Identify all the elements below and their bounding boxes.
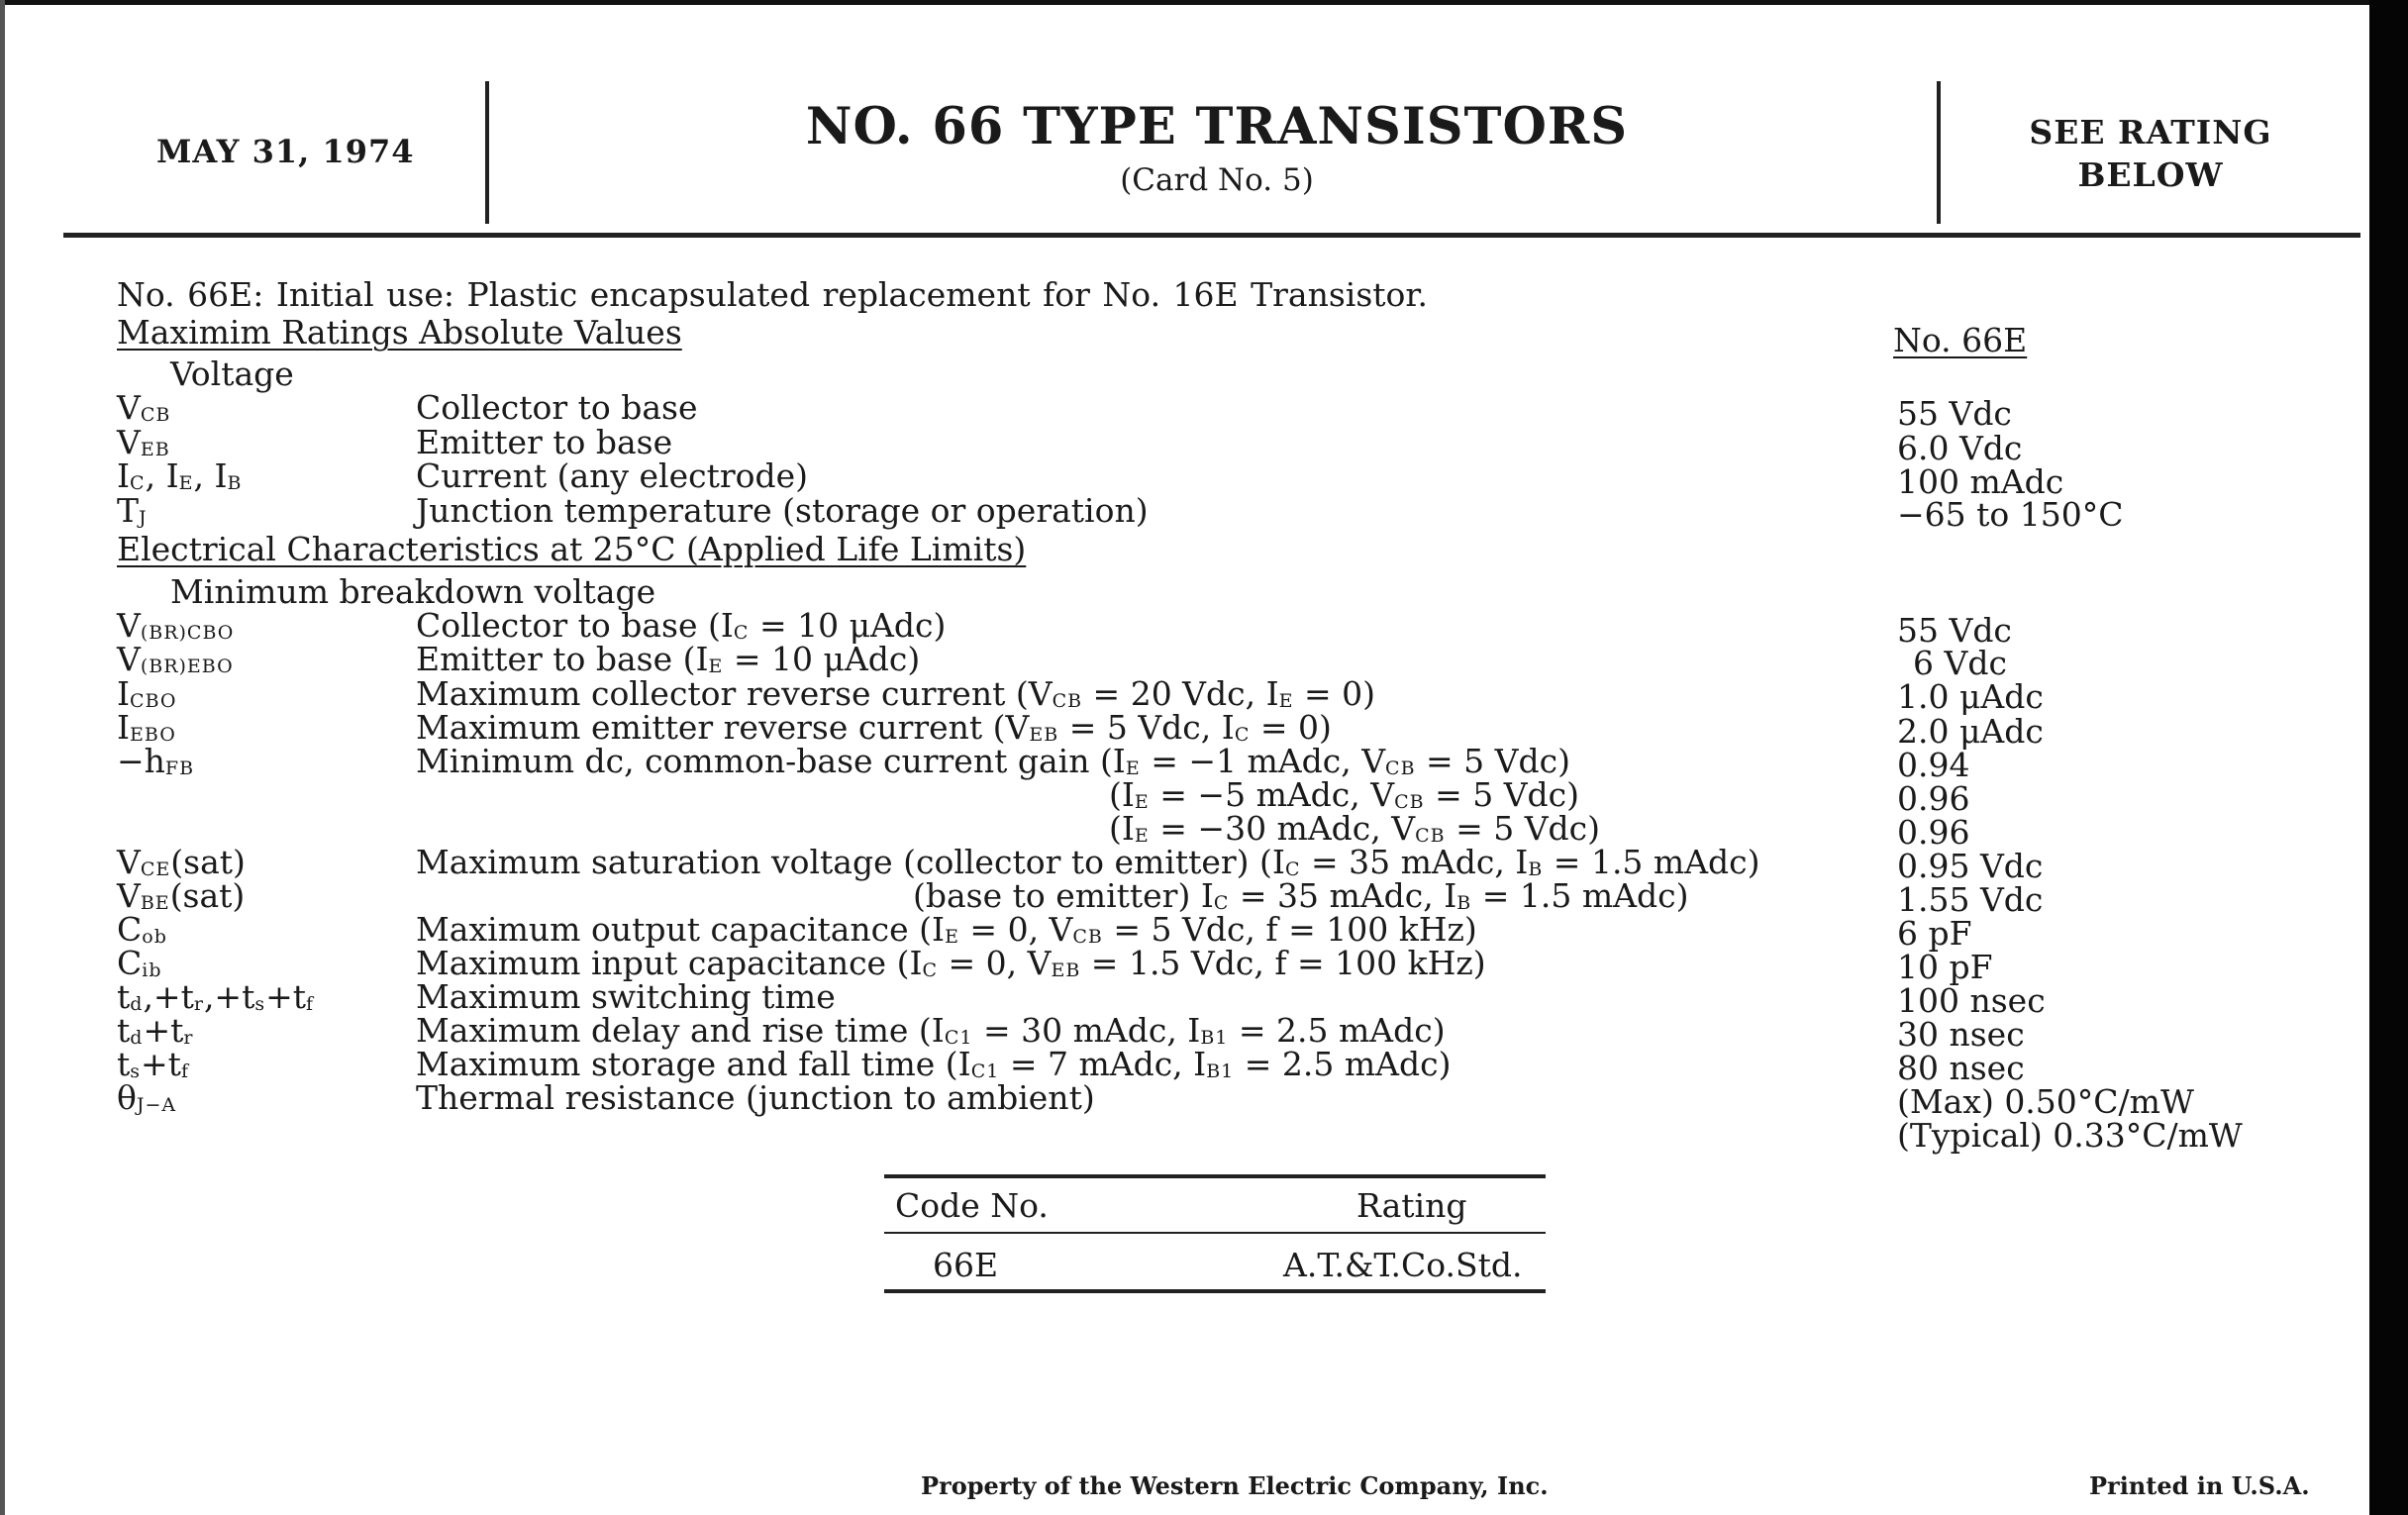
value-current: 100 mAdc — [1897, 462, 2064, 501]
desc-storage-fall: Maximum storage and fall time (IC1 = 7 mAdc, IB1 = 2.5 mAdc) — [416, 1045, 1452, 1083]
value-switching: 100 nsec — [1897, 981, 2046, 1020]
desc-vbesat: (base to emitter) IC = 35 mAdc, IB = 1.5 mAdc) — [913, 876, 1689, 915]
value-theta-ja-max: (Max) 0.50°C/mW — [1897, 1082, 2194, 1121]
symbol-cib: Cib — [117, 944, 162, 982]
desc-current: Current (any electrode) — [416, 456, 809, 495]
desc-vcesat: Maximum saturation voltage (collector to emitter) (IC = 35 mAdc, IB = 1.5 mAdc) — [416, 843, 1760, 881]
rating-note-line1: SEE RATING — [2029, 113, 2272, 152]
code-table-header-rule — [884, 1232, 1546, 1234]
code-table-bottom-rule — [884, 1289, 1546, 1293]
symbol-iebo: IEBO — [117, 708, 176, 747]
header-rule — [63, 233, 2360, 238]
value-iebo: 2.0 μAdc — [1897, 712, 2044, 751]
value-vbesat: 1.55 Vdc — [1897, 880, 2044, 919]
voltage-label: Voltage — [170, 354, 294, 393]
symbol-vcb: VCB — [117, 388, 171, 427]
desc-tj: Junction temperature (storage or operation) — [416, 491, 1149, 530]
value-cob: 6 pF — [1897, 914, 1972, 953]
symbol-vbrcbo: V(BR)CBO — [117, 606, 235, 645]
intro-line: No. 66E: Initial use: Plastic encapsulated replacement for No. 16E Transistor. — [117, 275, 1429, 314]
symbol-delay-rise: td+tr — [117, 1011, 194, 1050]
value-delay-rise: 30 nsec — [1897, 1015, 2025, 1054]
value-hfb-3: 0.96 — [1897, 813, 1970, 852]
desc-theta-ja: Thermal resistance (junction to ambient) — [416, 1078, 1095, 1117]
symbol-vcesat: VCE(sat) — [117, 843, 246, 881]
desc-hfb-1: Minimum dc, common-base current gain (IE = −1 mAdc, VCB = 5 Vdc) — [416, 742, 1570, 780]
footer-property: Property of the Western Electric Company, Inc. — [921, 1471, 1549, 1500]
value-cib: 10 pF — [1897, 948, 1993, 986]
value-hfb-2: 0.96 — [1897, 779, 1970, 818]
desc-hfb-3: (IE = −30 mAdc, VCB = 5 Vdc) — [1109, 809, 1601, 848]
max-ratings-heading: Maximim Ratings Absolute Values — [117, 313, 682, 352]
value-hfb-1: 0.94 — [1897, 746, 1970, 784]
value-icbo: 1.0 μAdc — [1897, 677, 2044, 716]
desc-vbrebo: Emitter to base (IE = 10 μAdc) — [416, 640, 921, 678]
electrical-heading: Electrical Characteristics at 25°C (Applied Life Limits) — [117, 530, 1027, 568]
card-number: (Card No. 5) — [1120, 162, 1314, 198]
value-storage-fall: 80 nsec — [1897, 1049, 2025, 1087]
rating-note-line2: BELOW — [2077, 155, 2224, 194]
desc-delay-rise: Maximum delay and rise time (IC1 = 30 mAdc, IB1 = 2.5 mAdc) — [416, 1011, 1446, 1050]
desc-switching: Maximum switching time — [416, 977, 836, 1016]
value-vcb: 55 Vdc — [1897, 394, 2012, 433]
symbol-hfb: −hFB — [117, 742, 195, 780]
symbol-vbrebo: V(BR)EBO — [117, 640, 234, 678]
card-edge-top — [0, 0, 2408, 5]
breakdown-label: Minimum breakdown voltage — [170, 572, 656, 611]
desc-vcb: Collector to base — [416, 388, 698, 427]
value-tj: −65 to 150°C — [1897, 495, 2124, 534]
issue-date: MAY 31, 1974 — [156, 133, 415, 170]
scan-border-right — [2369, 0, 2408, 1515]
rating-note — [1953, 111, 2349, 196]
symbol-icbo: ICBO — [117, 674, 177, 713]
page-title: NO. 66 TYPE TRANSISTORS — [805, 97, 1629, 156]
symbol-switching: td,+tr,+ts+tf — [117, 977, 315, 1016]
desc-cob: Maximum output capacitance (IE = 0, VCB = 5 Vdc, f = 100 kHz) — [416, 910, 1477, 949]
value-theta-ja-typical: (Typical) 0.33°C/mW — [1897, 1116, 2243, 1155]
code-table-rating-value: A.T.&T.Co.Std. — [1283, 1246, 1523, 1284]
desc-veb: Emitter to base — [416, 423, 673, 461]
symbol-storage-fall: ts+tf — [117, 1045, 189, 1083]
symbol-current: IC, IE, IB — [117, 456, 243, 495]
value-vbrebo: 6 Vdc — [1913, 644, 2007, 682]
desc-hfb-2: (IE = −5 mAdc, VCB = 5 Vdc) — [1109, 775, 1580, 814]
header-divider-right — [1937, 81, 1941, 224]
symbol-veb: VEB — [117, 423, 170, 461]
symbol-vbesat: VBE(sat) — [117, 876, 246, 915]
card-edge-left — [0, 0, 5, 1515]
desc-vbrcbo: Collector to base (IC = 10 μAdc) — [416, 606, 947, 645]
desc-iebo: Maximum emitter reverse current (VEB = 5 Vdc, IC = 0) — [416, 708, 1332, 747]
desc-cib: Maximum input capacitance (IC = 0, VEB = 1.5 Vdc, f = 100 kHz) — [416, 944, 1486, 982]
column-header-66e: No. 66E — [1893, 321, 2028, 359]
value-vbrcbo: 55 Vdc — [1897, 611, 2012, 650]
value-vcesat: 0.95 Vdc — [1897, 847, 2044, 885]
value-veb: 6.0 Vdc — [1897, 429, 2023, 467]
code-table-code-value: 66E — [933, 1246, 999, 1284]
footer-printed: Printed in U.S.A. — [2089, 1471, 2310, 1500]
desc-icbo: Maximum collector reverse current (VCB = 20 Vdc, IE = 0) — [416, 674, 1376, 713]
code-table-top-rule — [884, 1174, 1546, 1178]
symbol-tj: TJ — [117, 491, 148, 530]
code-table-col-code: Code No. — [895, 1186, 1049, 1225]
code-table-col-rating: Rating — [1356, 1186, 1467, 1225]
symbol-theta-ja: θJ−A — [117, 1078, 177, 1117]
symbol-cob: Cob — [117, 910, 167, 949]
